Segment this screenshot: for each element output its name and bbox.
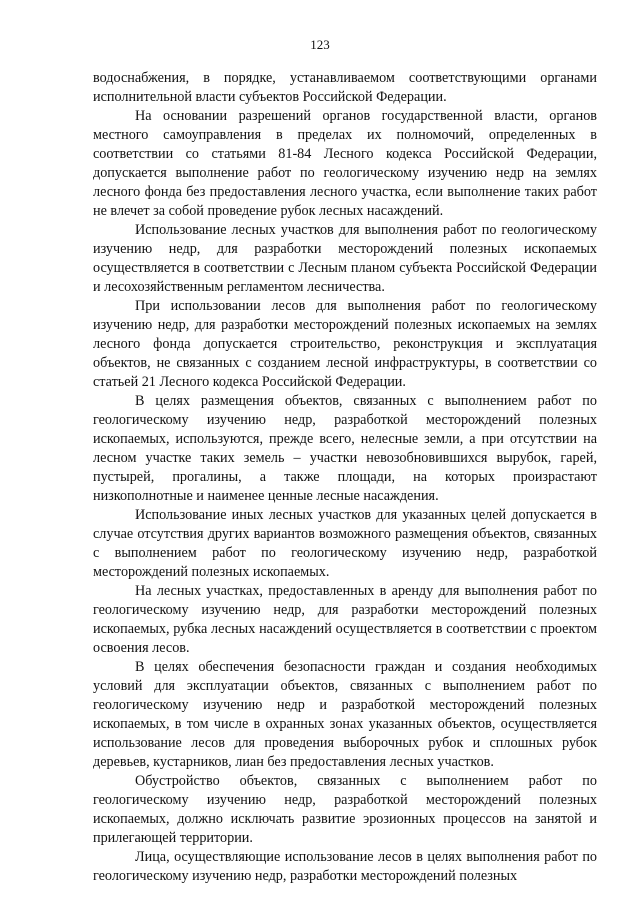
paragraph-6: Использование иных лесных участков для указанных целей допускается в случае отсутствия других вариантов возможного размещения объектов, связанных с выполнением работ по геологическому изучению недр, разработкой месторождений полезных ископаемых. xyxy=(93,507,597,580)
document-body xyxy=(93,69,597,886)
paragraph-2: На основании разрешений органов государственной власти, органов местного самоуправления в пределах их полномочий, определенных в соответствии со статьями 81-84 Лесного кодекса Российской Федерации, допускается выполнение работ по геологическому изучению недр на землях лесного фонда без предоставления лесного участка, если выполнение таких работ не влечет за собой проведение рубок лесных насаждений. xyxy=(93,108,597,219)
paragraph-1: водоснабжения, в порядке, устанавливаемом соответствующими органами исполнительной власти субъектов Российской Федерации. xyxy=(93,70,597,105)
paragraph-3: Использование лесных участков для выполнения работ по геологическому изучению недр, для разработки месторождений полезных ископаемых осуществляется в соответствии с Лесным планом субъекта Российской Федерации и лесохозяйственным регламентом лесничества. xyxy=(93,222,597,295)
paragraph-5: В целях размещения объектов, связанных с выполнением работ по геологическому изучению недр, разработкой месторождений полезных ископаемых, используются, прежде всего, нелесные земли, а при отсутствии на лесном участке таких земель – участки невозобновившихся вырубок, гарей, пустырей, прогалины, а также площади, на которых произрастают низкополнотные и наименее ценные лесные насаждения. xyxy=(93,393,597,504)
paragraph-4: При использовании лесов для выполнения работ по геологическому изучению недр, для разработки месторождений полезных ископаемых на землях лесного фонда допускается строительство, реконструкция и эксплуатация объектов, не связанных с созданием лесной инфраструктуры, в соответствии со статьей 21 Лесного кодекса Российской Федерации. xyxy=(93,298,597,390)
paragraph-9: Обустройство объектов, связанных с выполнением работ по геологическому изучению недр, разработкой месторождений полезных ископаемых, должно исключать развитие эрозионных процессов на занятой и прилегающей территории. xyxy=(93,773,597,846)
page-number: 123 xyxy=(310,37,330,52)
paragraph-10: Лица, осуществляющие использование лесов в целях выполнения работ по геологическому изучению недр, разработки месторождений полезных xyxy=(93,849,597,884)
paragraph-7: На лесных участках, предоставленных в аренду для выполнения работ по геологическому изучению недр, для разработки месторождений полезных ископаемых, рубка лесных насаждений осуществляется в соответствии с проектом освоения лесов. xyxy=(93,583,597,656)
paragraph-8: В целях обеспечения безопасности граждан и создания необходимых условий для эксплуатации объектов, связанных с выполнением работ по геологическому изучению недр и разработкой месторождений полезных ископаемых, в том числе в охранных зонах указанных объектов, осуществляется использование лесов для проведения выборочных рубок и сплошных рубок деревьев, кустарников, лиан без предоставления лесных участков. xyxy=(93,659,597,770)
